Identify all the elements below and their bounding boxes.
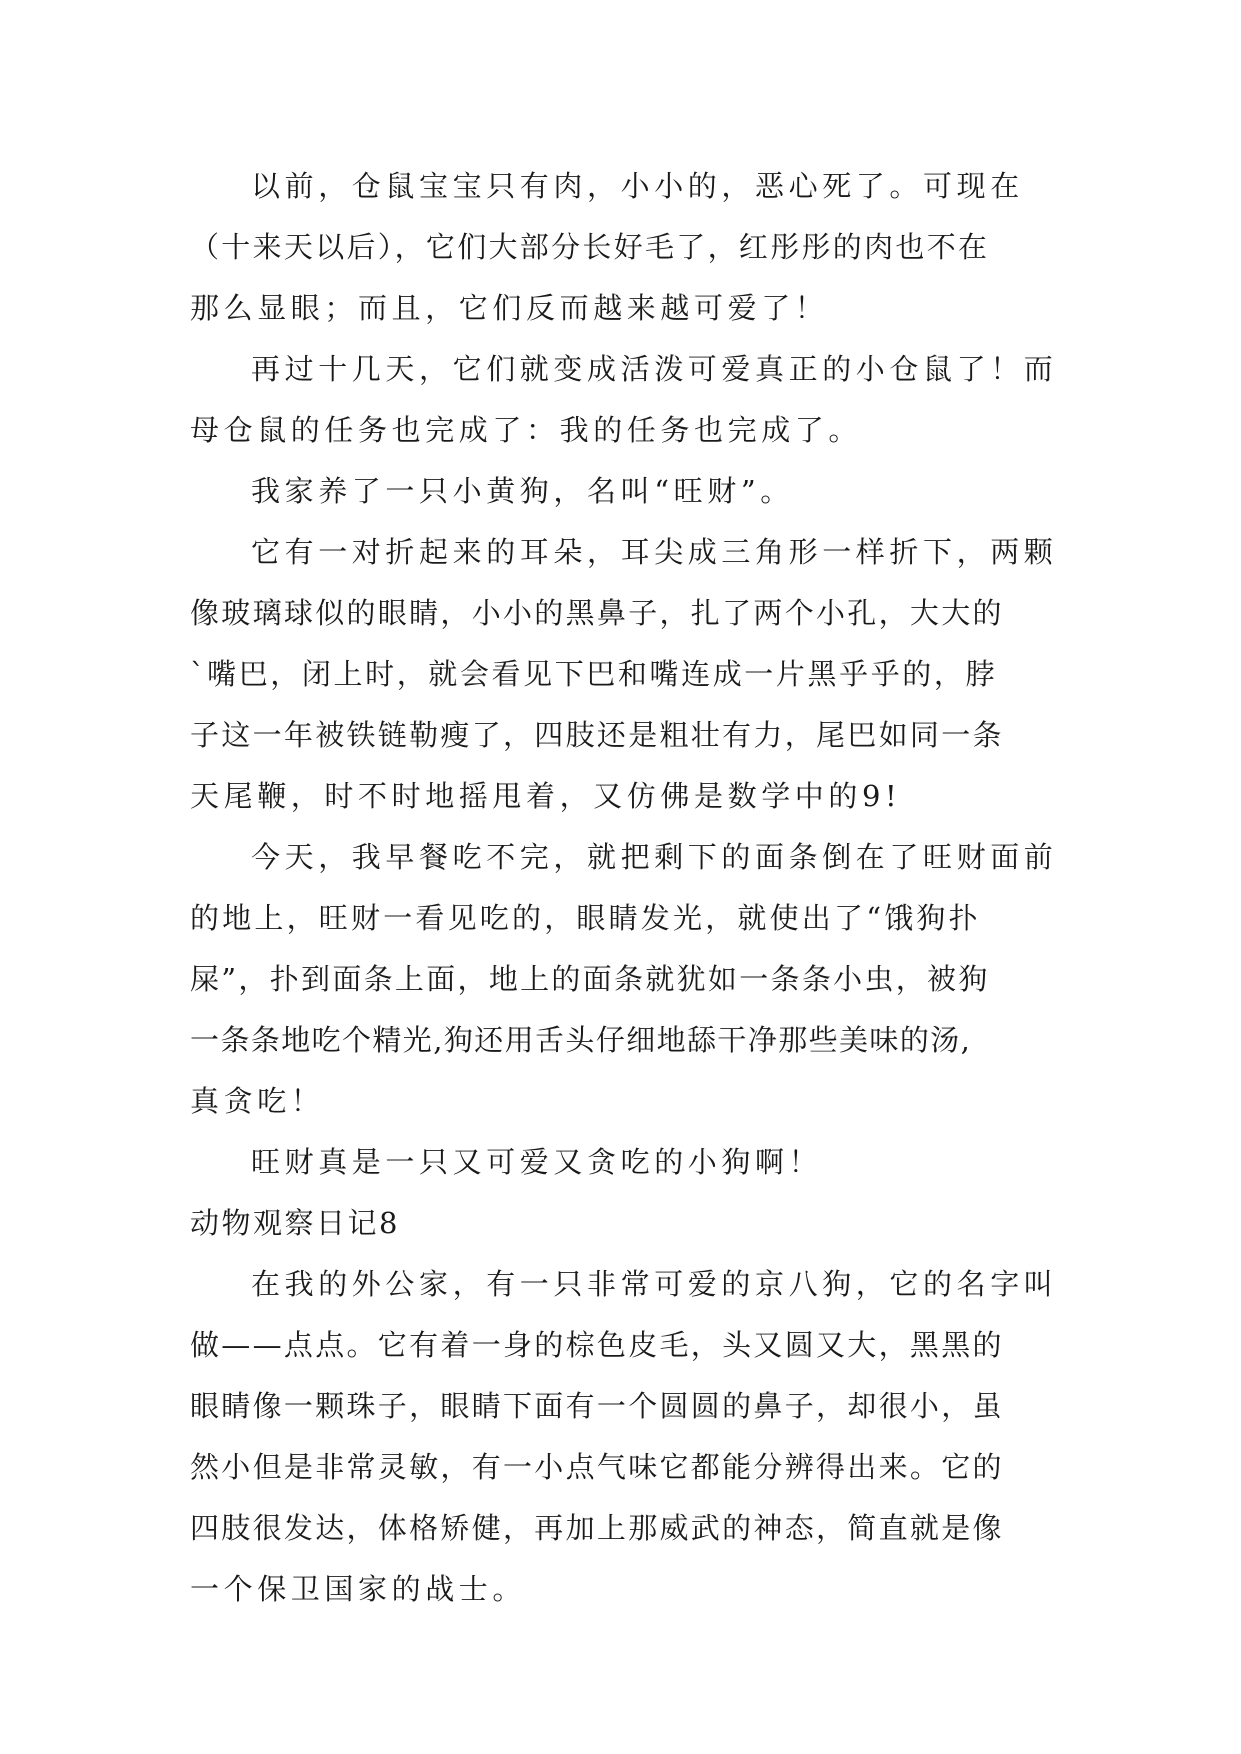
text-line: 屎”，扑到面条上面，地上的面条就犹如一条条小虫，被狗 — [190, 962, 990, 996]
text-line: 以前，仓鼠宝宝只有肉，小小的，恶心死了。可现在 — [251, 169, 1024, 203]
text-line: 母仓鼠的任务也完成了：我的任务也完成了。 — [190, 413, 863, 447]
text-line: （十来天以后），它们大部分长好毛了，红彤彤的肉也不在 — [190, 230, 990, 264]
text-line: 子这一年被铁链勒瘦了，四肢还是粗壮有力，尾巴如同一条 — [190, 718, 1004, 752]
text-line: 天尾鞭，时不时地摇甩着，又仿佛是数学中的9! — [190, 779, 902, 813]
section-heading: 动物观察日记8 — [190, 1206, 400, 1240]
text-line: 一个保卫国家的战士。 — [190, 1572, 527, 1606]
text-line: 像玻璃球似的眼睛，小小的黑鼻子，扎了两个小孔，大大的 — [190, 596, 1004, 630]
text-line: 真贪吃！ — [190, 1084, 325, 1118]
text-line: `嘴巴，闭上时，就会看见下巴和嘴连成一片黑乎乎的，脖 — [190, 657, 998, 691]
text-line: 那么显眼；而且，它们反而越来越可爱了！ — [190, 291, 829, 325]
text-line: 它有一对折起来的耳朵，耳尖成三角形一样折下，两颗 — [251, 535, 1058, 569]
text-line: 四肢很发达，体格矫健，再加上那威武的神态，简直就是像 — [190, 1511, 1004, 1545]
text-line: 我家养了一只小黄狗，名叫“旺财”。 — [251, 474, 794, 508]
text-line: 一条条地吃个精光,狗还用舌头仔细地舔干净那些美味的汤, — [190, 1023, 972, 1057]
text-line: 的地上，旺财一看见吃的，眼睛发光，就使出了“饿狗扑 — [190, 901, 981, 935]
text-line: 眼睛像一颗珠子，眼睛下面有一个圆圆的鼻子，却很小，虽 — [190, 1389, 1004, 1423]
text-line: 然小但是非常灵敏，有一小点气味它都能分辨得出来。它的 — [190, 1450, 1004, 1484]
text-line: 在我的外公家，有一只非常可爱的京八狗，它的名字叫 — [251, 1267, 1058, 1301]
text-line: 旺财真是一只又可爱又贪吃的小狗啊！ — [251, 1145, 823, 1179]
text-line: 今天，我早餐吃不完，就把剩下的面条倒在了旺财面前 — [251, 840, 1058, 874]
text-line: 做——点点。它有着一身的棕色皮毛，头又圆又大，黑黑的 — [190, 1328, 1004, 1362]
document-body — [190, 156, 1058, 1620]
text-line: 再过十几天，它们就变成活泼可爱真正的小仓鼠了！而 — [251, 352, 1058, 386]
